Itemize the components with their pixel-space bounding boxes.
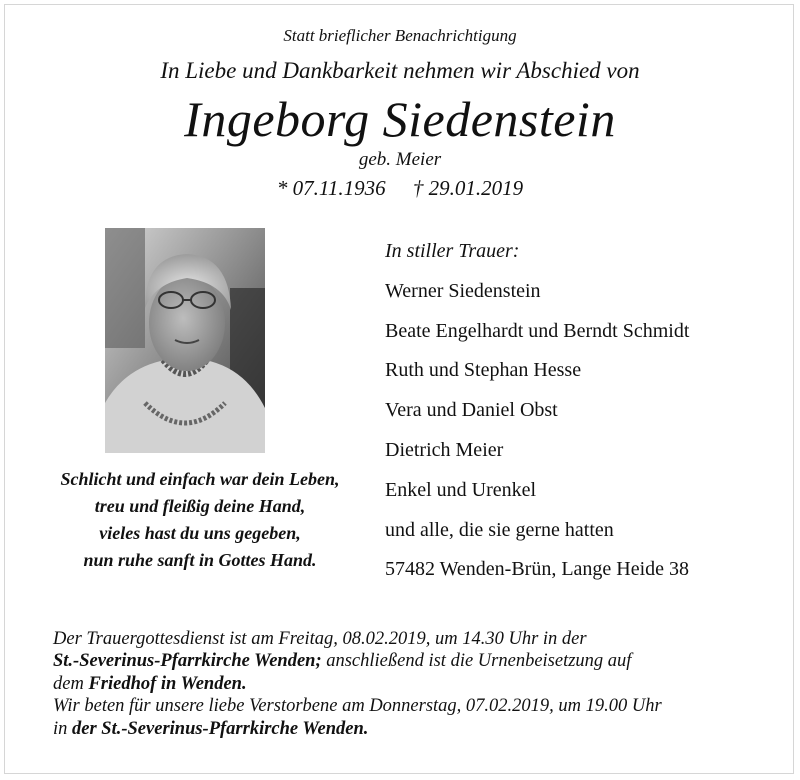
mourners-list xyxy=(385,232,795,590)
church-name: St.-Severinus-Pfarrkirche Wenden; xyxy=(53,651,322,672)
service-line: in der St.-Severinus-Pfarrkirche Wenden. xyxy=(53,718,369,739)
poem-line: vieles hast du uns gegeben, xyxy=(99,523,301,543)
service-line: Der Trauergottesdienst ist am Freitag, 08.02.2019, um 14.30 Uhr in der xyxy=(53,629,587,649)
cemetery-name: Friedhof in Wenden. xyxy=(88,673,247,694)
service-line: Wir beten für unsere liebe Verstorbene am Donnerstag, 07.02.2019, um 19.00 Uhr xyxy=(53,696,662,717)
notice-intro: Statt brieflicher Benachrichtigung xyxy=(283,26,517,45)
poem-line: treu und fleißig deine Hand, xyxy=(94,496,306,516)
mourner-name: Enkel und Urenkel xyxy=(385,478,537,501)
memorial-poem xyxy=(18,466,382,574)
maiden-name: geb. Meier xyxy=(358,149,442,170)
service-line: St.-Severinus-Pfarrkirche Wenden; anschließend ist die Urnenbeisetzung auf xyxy=(53,651,632,672)
deceased-name: Ingeborg Siedenstein xyxy=(184,91,616,147)
family-address: 57482 Wenden-Brün, Lange Heide 38 xyxy=(385,558,690,581)
portrait-image xyxy=(105,228,265,453)
mourner-name: Ruth und Stephan Hesse xyxy=(385,359,582,382)
prayer-church-name: der St.-Severinus-Pfarrkirche Wenden. xyxy=(72,718,369,739)
portrait-photo xyxy=(105,228,265,453)
life-dates xyxy=(0,176,800,201)
mourning-heading: In stiller Trauer: xyxy=(385,240,520,262)
poem-line: Schlicht und einfach war dein Leben, xyxy=(60,469,340,489)
farewell-line: In Liebe und Dankbarkeit nehmen wir Abschied von xyxy=(160,58,640,83)
mourner-name: Werner Siedenstein xyxy=(385,279,541,302)
mourner-name: und alle, die sie gerne hatten xyxy=(385,518,614,541)
poem-line: nun ruhe sanft in Gottes Hand. xyxy=(83,550,317,570)
mourner-name: Vera und Daniel Obst xyxy=(385,399,558,422)
mourner-name: Beate Engelhardt und Berndt Schmidt xyxy=(385,319,690,342)
birth-date: * 07.11.1936 xyxy=(276,176,386,200)
death-date: † 29.01.2019 xyxy=(412,176,524,200)
service-line: dem Friedhof in Wenden. xyxy=(53,673,247,694)
service-information xyxy=(53,628,798,740)
mourner-name: Dietrich Meier xyxy=(385,438,504,461)
